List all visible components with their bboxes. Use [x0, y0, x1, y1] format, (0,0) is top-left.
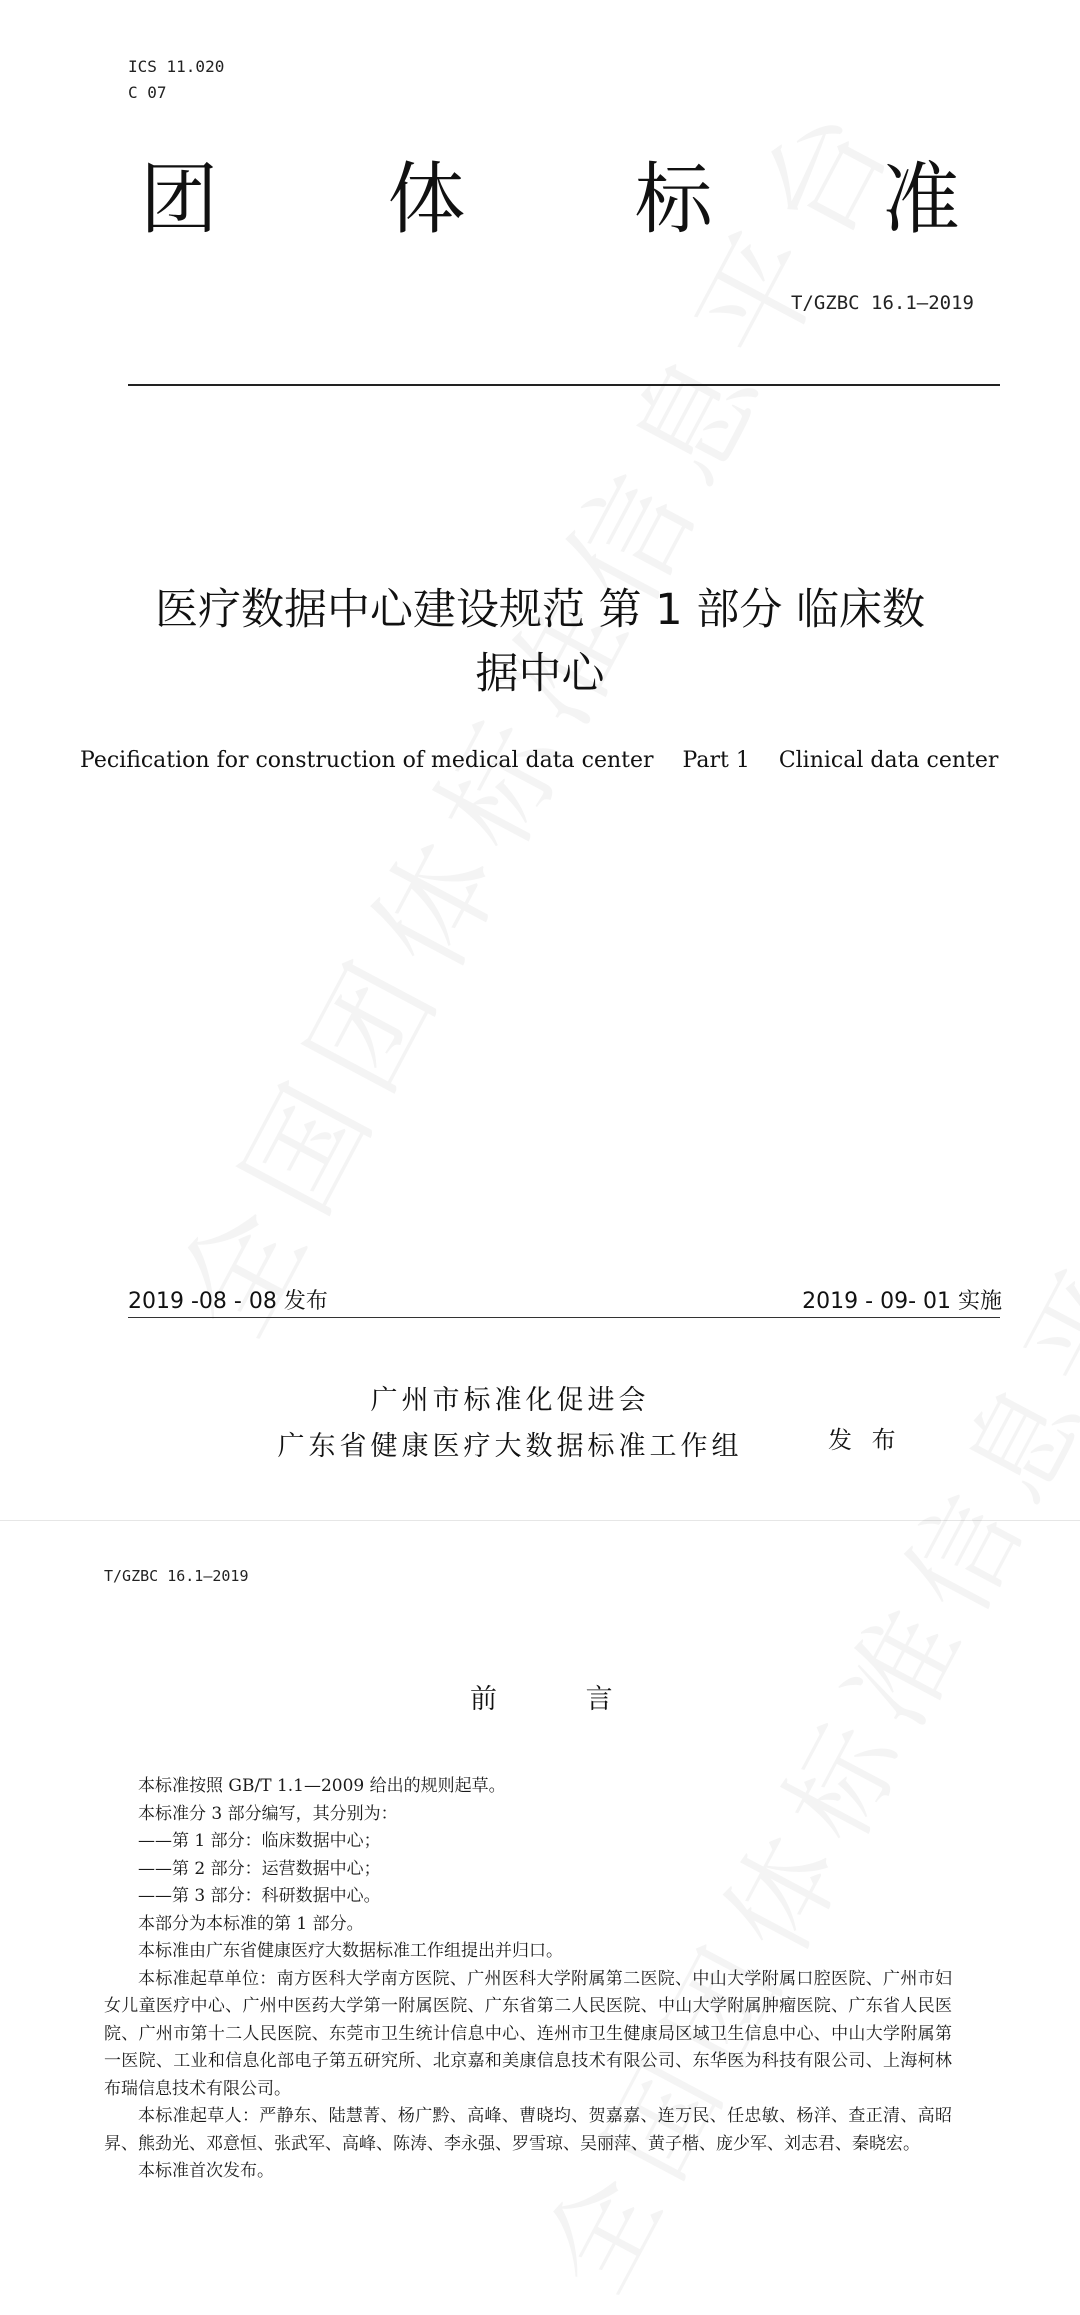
ics-classification: [128, 54, 224, 106]
paragraph: ——第 2 部分：运营数据中心；: [138, 1858, 381, 1879]
title-char: 体: [387, 155, 466, 245]
standard-number: T/GZBC 16.1—2019: [790, 292, 974, 314]
header-divider: [128, 384, 1000, 386]
paragraph: 本标准起草人：严静东、陆慧菁、杨广黔、高峰、曹晓均、贺嘉嘉、连万民、任忠敏、杨洋、查正清、高昭昇、熊劲光、邓意恒、张武军、高峰、陈涛、李永强、罗雪琼、吴丽萍、黄子楷、庞少军、刘志君、秦晓宏。: [104, 2106, 952, 2154]
paragraph: 本标准起草单位：南方医科大学南方医院、广州医科大学附属第二医院、中山大学附属口腔医院、广州市妇女儿童医疗中心、广州中医药大学第一附属医院、广东省第二人民医院、中山大学附属肿瘤医院、广东省人民医院、广州市第十二人民医院、东莞市卫生统计信息中心、连州市卫生健康局区域卫生信息中心、中山大学附属第一医院、工业和信息化部电子第五研究所、北京嘉和美康信息技术有限公司、东华医为科技有限公司、上海柯林布瑞信息技术有限公司。: [104, 1968, 952, 2099]
paragraph: ——第 3 部分：科研数据中心。: [138, 1886, 381, 1906]
foreword-body: [104, 1773, 952, 2186]
title-line-1: 医疗数据中心建设规范 第 1 部分 临床数: [154, 585, 926, 635]
english-title-part: Pecification for construction of medical data center: [80, 748, 654, 773]
english-title-part: Part 1: [682, 748, 750, 773]
ccs-code: C 07: [128, 83, 167, 102]
english-title-part: Clinical data center: [778, 748, 999, 773]
paragraph: ——第 1 部分：临床数据中心；: [138, 1831, 381, 1851]
paragraph: 本部分为本标准的第 1 部分。: [138, 1913, 364, 1934]
paragraph: 本标准按照 GB/T 1.1—2009 给出的规则起草。: [138, 1776, 506, 1796]
standard-type-title: [140, 155, 960, 245]
english-title: [80, 748, 1000, 773]
paragraph: 本标准分 3 部分编写，其分别为：: [138, 1803, 398, 1824]
foreword-heading: 前 言: [470, 1684, 653, 1715]
paragraph: 本标准由广东省健康医疗大数据标准工作组提出并归口。: [138, 1941, 563, 1961]
issuing-organizations: [200, 1378, 820, 1470]
ics-code: ICS 11.020: [128, 57, 225, 76]
issuer: 广东省健康医疗大数据标准工作组: [277, 1431, 743, 1462]
title-line-2: 据中心: [475, 649, 605, 699]
foreword-page: [0, 1520, 1080, 2278]
standard-number: T/GZBC 16.1—2019: [104, 1567, 249, 1585]
title-char: 准: [881, 155, 960, 245]
implementation-date: 2019 - 09- 01 实施: [802, 1289, 1002, 1314]
date-divider: [128, 1317, 1000, 1318]
issuer: 广州市标准化促进会: [370, 1385, 650, 1416]
watermark: [130, 62, 930, 1361]
issue-label: 发 布: [828, 1426, 902, 1454]
document-title: [100, 578, 980, 706]
title-char: 团: [140, 155, 219, 245]
title-char: 标: [634, 155, 713, 245]
paragraph: 本标准首次发布。: [138, 2161, 274, 2181]
publish-date: 2019 -08 - 08 发布: [128, 1289, 328, 1314]
